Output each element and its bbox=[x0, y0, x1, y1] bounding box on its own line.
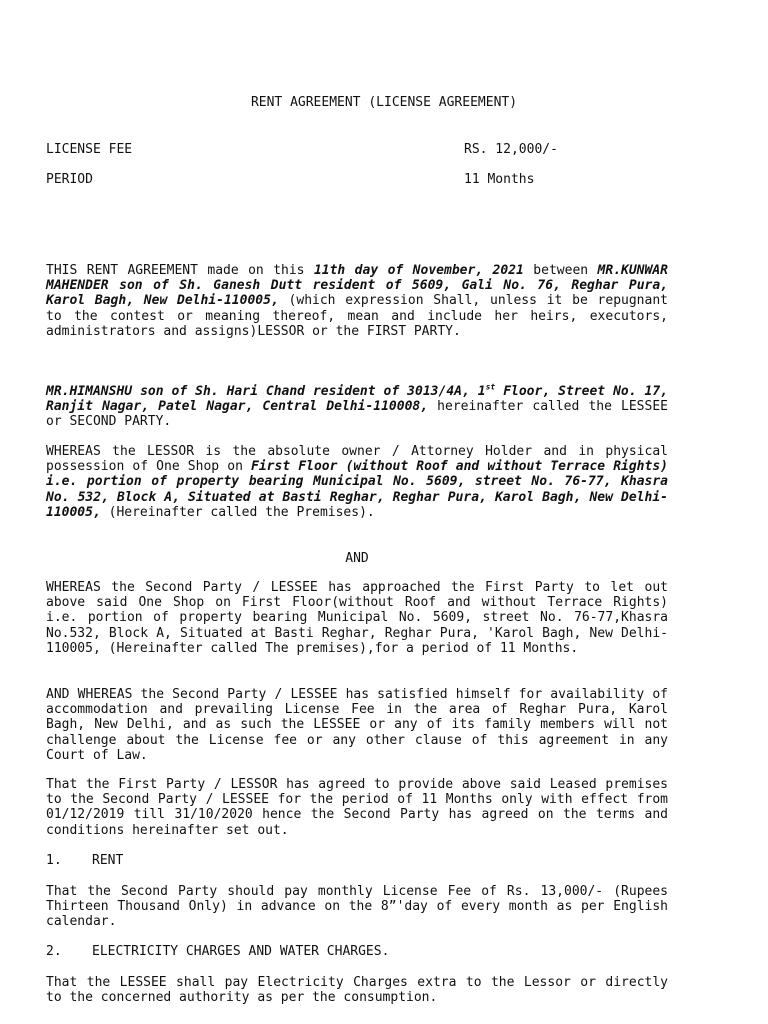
lessee-details-end: Floor, Street No. 17, Ranjit Nagar, Patel Nagar, Central Delhi-110008, bbox=[46, 384, 668, 415]
section-2-heading: ELECTRICITY CHARGES AND WATER CHARGES. bbox=[92, 944, 390, 959]
whereas-approach-paragraph: WHEREAS the Second Party / LESSEE has approached the First Party to let out above said One Shop on First Floor(without Roof and without Terrace Rights) i.e. portion of property bearing Municipal No. 5609, street No. 76-77,Khasra No.532, Block A, Situated at Basti Reghar, Reghar Pura, 'Karol Bagh, New Delhi-110005, (Hereinafter called The premises),for a period of 11 Months. bbox=[46, 580, 668, 656]
whereas-owner-paragraph bbox=[46, 444, 668, 520]
electricity-paragraph: That the LESSEE shall pay Electricity Charges extra to the Lessor or directly to the concerned authority as per the consumption. bbox=[46, 975, 668, 1006]
lessor-details: MR.KUNWAR MAHENDER son of Sh. Ganesh Dutt resident of 5609, Gali No. 76, Reghar Pura, Karol Bagh, New Delhi-110005, bbox=[46, 263, 668, 309]
agreed-paragraph: That the First Party / LESSOR has agreed to provide above said Leased premises to the Second Party / LESSEE for the period of 11 Months only with effect from 01/12/2019 till 31/10/2020 hence the Second Party has agreed on the terms and conditions hereinafter set out. bbox=[46, 777, 668, 838]
owner-text: WHEREAS the LESSOR is the absolute owner / Attorney Holder and in physical possession of One Shop on bbox=[46, 444, 668, 475]
agreement-date: 11th day of November, 2021 bbox=[313, 263, 524, 278]
rent-paragraph: That the Second Party should pay monthly License Fee of Rs. 13,000/- (Rupees Thirteen Thousand Only) in advance on the 8”'day of every month as per English calendar. bbox=[46, 884, 668, 930]
and-separator: AND bbox=[345, 551, 369, 566]
premises-details: First Floor (without Roof and without Terrace Rights) i.e. portion of property bearing Municipal No. 5609, street No. 76-77, Khasra No. 532, Block A, Situated at Basti Reghar, Reghar Pura, Karol Bagh, New Delhi-110005, bbox=[46, 459, 668, 520]
document-title: RENT AGREEMENT (LICENSE AGREEMENT) bbox=[250, 95, 518, 110]
lessee-called-text: hereinafter called the LESSEE or SECOND PARTY. bbox=[46, 399, 668, 430]
license-fee-label: LICENSE FEE bbox=[46, 142, 133, 157]
license-fee-value: RS. 12,000/- bbox=[464, 142, 558, 157]
intro-text: THIS RENT AGREEMENT made on this bbox=[46, 263, 314, 278]
between-text: between bbox=[523, 263, 598, 278]
lessee-details-start: MR.HIMANSHU son of Sh. Hari Chand resident of 3013/4A, 1 bbox=[46, 384, 486, 399]
whereas-satisfied-paragraph: AND WHEREAS the Second Party / LESSEE has satisfied himself for availability of accommodation and prevailing License Fee in the area of Reghar Pura, Karol Bagh, New Delhi, and as such the LESSEE or any of its family members will not challenge about the License fee or any other clause of this agreement in any Court of Law. bbox=[46, 687, 668, 763]
ordinal-suffix: st bbox=[485, 382, 496, 392]
section-1-number: 1. bbox=[46, 853, 62, 868]
lessee-paragraph bbox=[46, 384, 668, 430]
premises-called-text: (Hereinafter called the Premises). bbox=[100, 504, 375, 520]
period-value: 11 Months bbox=[464, 172, 535, 187]
period-label: PERIOD bbox=[46, 172, 93, 187]
section-1-heading: RENT bbox=[92, 853, 124, 868]
agreement-intro-paragraph bbox=[46, 263, 668, 339]
lessor-expression-text: (which expression Shall, unless it be repugnant to the contest or meaning thereof, mean and include her heirs, executors, administrators and assigns)LESSOR or the FIRST PARTY. bbox=[46, 293, 668, 339]
section-2-number: 2. bbox=[46, 944, 62, 959]
